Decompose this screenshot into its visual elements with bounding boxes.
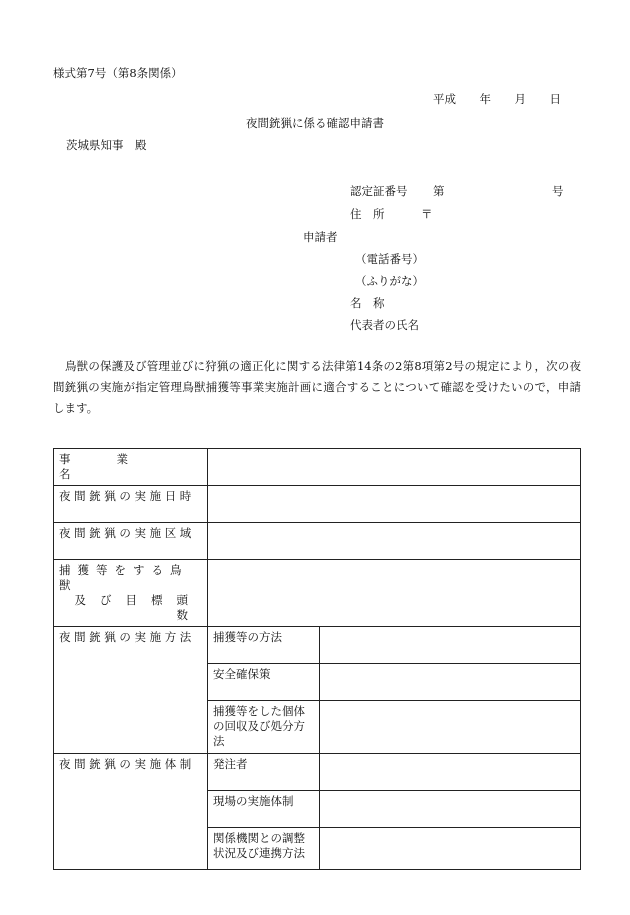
- date-era: 平成: [433, 92, 456, 106]
- cert-number-dai: 第: [433, 184, 445, 198]
- row-label-target-animals: 捕獲等をする鳥獣 及び目標頭数: [54, 560, 208, 627]
- postal-mark: 〒: [421, 207, 433, 221]
- body-text: 鳥獣の保護及び管理並びに狩猟の適正化に関する法律第14条の2第8項第2号の規定により，次の夜間銃猟の実施が指定管理鳥獣捕獲等事業実施計画に適合することについて確認を受けたいので，申請します。: [53, 359, 581, 415]
- row-label-system: 夜間銃猟の実施体制: [54, 754, 208, 870]
- cert-number-go: 号: [552, 184, 564, 198]
- representative-label: 代表者の氏名: [350, 318, 419, 332]
- sub-label-onsite: 現場の実施体制: [208, 791, 320, 828]
- row-label-datetime: 夜間銃猟の実施日時: [54, 486, 208, 523]
- project-name-field[interactable]: [208, 449, 581, 486]
- disposal-field[interactable]: [320, 701, 581, 754]
- form-number: 様式第7号（第8条関係）: [53, 66, 183, 80]
- coordination-field[interactable]: [320, 828, 581, 870]
- date-month: 月: [514, 92, 526, 106]
- application-table: [53, 448, 581, 870]
- safety-field[interactable]: [320, 664, 581, 701]
- row-label-project-name: 事業名: [54, 449, 208, 486]
- applicant-label: 申請者: [303, 230, 338, 244]
- phone-label: （電話番号）: [355, 252, 424, 266]
- orderer-field[interactable]: [320, 754, 581, 791]
- date-year: 年: [479, 92, 491, 106]
- target-animals-field[interactable]: [208, 560, 581, 627]
- sub-label-capture-method: 捕獲等の方法: [208, 627, 320, 664]
- furigana-label: （ふりがな）: [355, 274, 424, 288]
- page-title: 夜間銃猟に係る確認申請書: [246, 116, 384, 130]
- table-row: [54, 486, 581, 523]
- row-label-method: 夜間銃猟の実施方法: [54, 627, 208, 754]
- onsite-field[interactable]: [320, 791, 581, 828]
- addressee: 茨城県知事 殿: [66, 138, 147, 152]
- datetime-field[interactable]: [208, 486, 581, 523]
- cert-number-label: 認定証番号: [350, 184, 408, 198]
- table-row: [54, 627, 581, 664]
- row-label-area: 夜間銃猟の実施区域: [54, 523, 208, 560]
- table-row: [54, 560, 581, 627]
- address-label: 住 所: [350, 207, 385, 221]
- capture-method-field[interactable]: [320, 627, 581, 664]
- date-day: 日: [549, 92, 561, 106]
- date-line: [433, 92, 561, 106]
- table-row: [54, 449, 581, 486]
- area-field[interactable]: [208, 523, 581, 560]
- sub-label-safety: 安全確保策: [208, 664, 320, 701]
- table-row: [54, 754, 581, 791]
- name-label: 名 称: [350, 296, 385, 310]
- sub-label-coordination: 関係機関との調整状況及び連携方法: [208, 828, 320, 870]
- table-row: [54, 523, 581, 560]
- sub-label-orderer: 発注者: [208, 754, 320, 791]
- sub-label-disposal: 捕獲等をした個体の回収及び処分方法: [208, 701, 320, 754]
